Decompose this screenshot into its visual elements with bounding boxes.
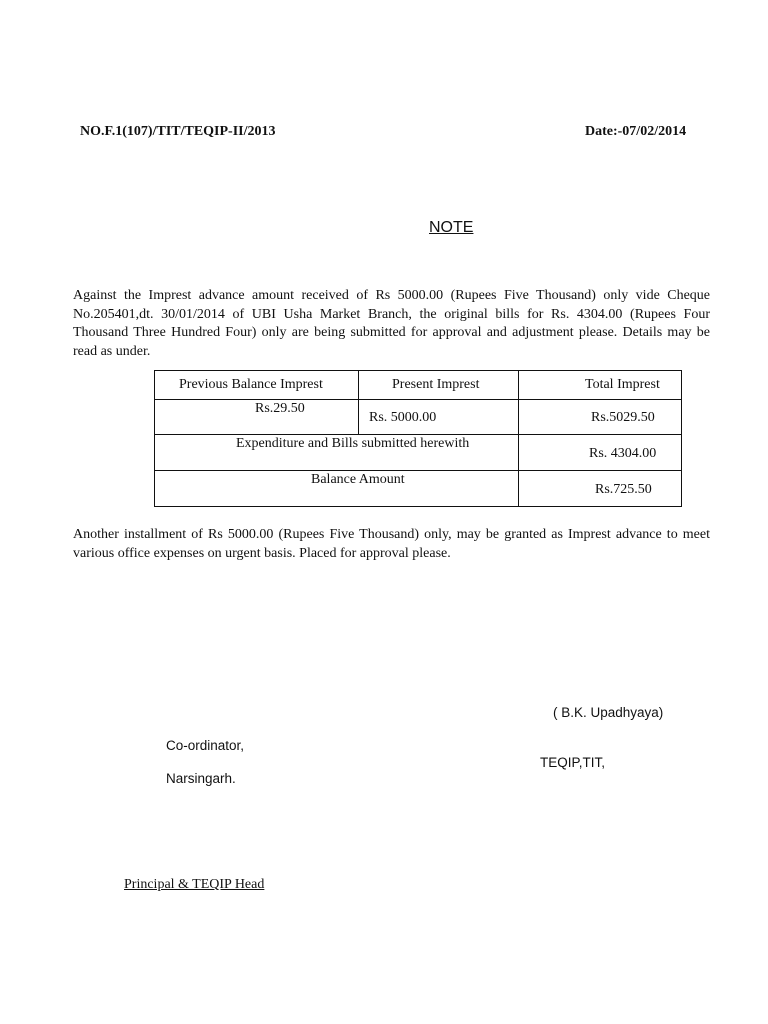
table-header-present: Present Imprest — [392, 377, 480, 392]
table-rule-3 — [154, 470, 682, 471]
table-cell-previous-balance: Rs.29.50 — [255, 401, 305, 416]
body-paragraph-2: Another installment of Rs 5000.00 (Rupees Five Thousand) only, may be granted as Imprest advance to meet various office expenses on urgent basis. Placed for approval please. — [73, 527, 710, 561]
table-cell-balance-value: Rs.725.50 — [595, 482, 652, 497]
table-border-right — [681, 370, 682, 507]
table-col-divider-2 — [518, 370, 519, 507]
table-border-left — [154, 370, 155, 507]
signatory-name: ( B.K. Upadhyaya) — [553, 705, 664, 720]
table-cell-total-imprest: Rs.5029.50 — [591, 410, 655, 425]
table-rule-2 — [154, 434, 682, 435]
table-border-bottom — [154, 506, 682, 507]
table-cell-expenditure-value: Rs. 4304.00 — [589, 446, 657, 461]
addressee: Principal & TEQIP Head — [124, 877, 265, 892]
signatory-place: Narsingarh. — [166, 771, 236, 786]
table-header-total: Total Imprest — [585, 377, 660, 392]
signatory-organization: TEQIP,TIT, — [540, 755, 606, 770]
signatory-designation: Co-ordinator, — [166, 738, 245, 753]
table-cell-balance-label: Balance Amount — [311, 472, 405, 487]
table-cell-expenditure-label: Expenditure and Bills submitted herewith — [236, 436, 470, 451]
table-cell-present-imprest: Rs. 5000.00 — [369, 410, 437, 425]
page-title: NOTE — [429, 219, 474, 236]
table-border-top — [154, 370, 682, 371]
reference-number: NO.F.1(107)/TIT/TEQIP-II/2013 — [80, 124, 276, 139]
table-rule-1 — [154, 399, 682, 400]
table-header-previous: Previous Balance Imprest — [179, 377, 323, 392]
imprest-table — [154, 370, 682, 507]
table-col-divider-1 — [358, 370, 359, 435]
document-date: Date:-07/02/2014 — [585, 124, 687, 139]
body-paragraph-1: Against the Imprest advance amount received of Rs 5000.00 (Rupees Five Thousand) only vide Cheque No.205401,dt. 30/01/2014 of UBI Usha Market Branch, the original bills for Rs. 4304.00 (Rupees Four Thousand Three Hundred Four) only are being submitted for approval and adjustment please. Details may be read as under. — [73, 288, 710, 359]
